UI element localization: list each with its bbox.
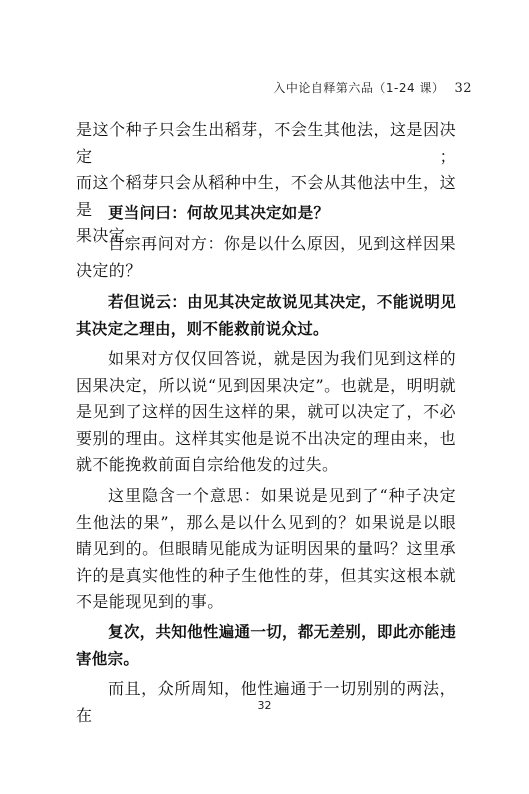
root-verse-1 bbox=[76, 200, 456, 227]
verse-text: 更当问曰：何故见其决定如是？ bbox=[108, 204, 330, 222]
running-header bbox=[273, 79, 472, 96]
commentary-paragraph-3 bbox=[76, 483, 456, 616]
commentary-text: 如果对方仅仅回答说，就是因为我们见到这样的因果决定，所以说“见到因果决定”。也就是，明明就是见到了这样的因生这样的果，就可以决定了，不必要别的理由。这样其实他是说不出决定的理由来，也就不能挽救前面自宗给他发的过失。 bbox=[76, 349, 456, 474]
commentary-text: 而且，众所周知，他性遍通于一切别别的两法，在 bbox=[76, 679, 456, 725]
verse-text: 复次，共知他性遍通一切，都无差别，即此亦能违害他宗。 bbox=[76, 623, 456, 668]
commentary-text: 这里隐含一个意思：如果说是见到了“种子决定生他法的果”，那么是以什么见到的？如果说是以眼睛见到的。但眼睛见能成为证明因果的量吗？这里承许的是真实他性的种子生他性的芽，但其实这根本就不是能现见到的事。 bbox=[76, 486, 456, 611]
root-verse-3 bbox=[76, 619, 456, 672]
paragraph-continuation bbox=[76, 117, 456, 250]
root-verse-2 bbox=[76, 289, 456, 342]
verse-text: 若但说云：由见其决定故说见其决定，不能说明见其决定之理由，则不能救前说众过。 bbox=[76, 293, 456, 338]
commentary-paragraph-2 bbox=[76, 346, 456, 479]
body-line: 是这个种子只会生出稻芽，不会生其他法，这是因决定； bbox=[76, 120, 456, 166]
header-title: 入中论自释第六品（1-24 课） bbox=[273, 81, 445, 95]
header-page-number: 32 bbox=[454, 81, 472, 96]
commentary-text: 自宗再问对方：你是以什么原因，见到这样因果决定的？ bbox=[76, 234, 456, 280]
commentary-paragraph-1 bbox=[76, 231, 456, 284]
footer-page-number: 32 bbox=[257, 699, 272, 712]
body-line: 而这个稻芽只会从稻种中生，不会从其他法中生，这是 bbox=[76, 173, 456, 219]
body-line: 果决定。 bbox=[76, 226, 142, 245]
